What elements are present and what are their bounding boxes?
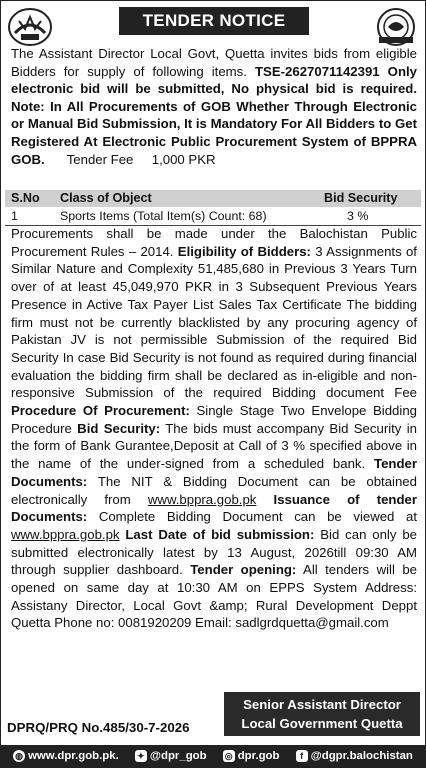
twitter-item[interactable] [135, 750, 207, 762]
tender-documents-text: The NIT & Bidding Document can be obtained electronically from [11, 473, 417, 507]
bppra-link[interactable]: www.bppra.gob.pk [147, 491, 257, 507]
page-title: TENDER NOTICE [119, 7, 309, 35]
table-row [5, 208, 421, 226]
website-text: www.dpr.gob.pk. [28, 750, 119, 762]
signature-office: Local Government Quetta [241, 716, 403, 731]
rules-text: Procurements shall be made under the Balochistan Public Procurement Rules – 2014. [11, 226, 417, 259]
globe-icon: ◍ [13, 750, 25, 762]
government-emblem-icon [7, 7, 53, 47]
bid-security-heading: Bid Security: [77, 420, 161, 436]
instagram-icon: ◎ [223, 750, 235, 762]
signature-box [224, 692, 420, 736]
cell-object: Sports Items (Total Item(s) Count: 68) [60, 209, 267, 223]
intro-paragraph [11, 45, 417, 168]
tse-notice: TSE-2627071142391 Only electronic bid will be submitted, No physical bid is required. Note: In All Procurements of GOB Whether Through Electronic or Manual Bid Submission, It is Mandatory For All Bidders to Get Registered At Electronic Public Procurement System of BPPRA GOB. [11, 63, 417, 167]
col-sno: S.No [11, 191, 40, 205]
table-header [5, 190, 421, 207]
procedure-text: Single Stage Two Envelope Bidding Procedure [11, 403, 417, 436]
tender-fee-label: Tender Fee [66, 151, 134, 167]
twitter-icon: ✦ [135, 750, 147, 762]
facebook-icon: f [296, 750, 308, 762]
eligibility-heading: Eligibility of Bidders: [177, 243, 311, 259]
social-footer [1, 745, 425, 767]
issuance-text: Complete Bidding Document can be viewed at [98, 509, 418, 525]
signature-title: Senior Assistant Director [243, 697, 401, 712]
col-object: Class of Object [60, 191, 152, 205]
eligibility-text: 3 Assignments of Similar Nature and Complexity 51,485,680 in Previous 3 Years Turn over of at least 45,049,970 PKR in 3 Subsequent Previous Years Presence in Active Tax Payer List Sales Tax Certificate The bidding firm must not be currently blacklisted by any procuring agency of Pakistan JV is not permissible Submission of the required Bid Security In case Bid Security is not found as required during financial evaluation the bidding firm shall be declared as in-eligible and non-responsive Submission of the required Bidding document Fee [11, 243, 417, 401]
cell-security: 3 % [347, 209, 369, 223]
instagram-text: dpr.gob [237, 750, 280, 762]
tender-opening-heading: Tender opening: [190, 562, 297, 578]
intro-text: The Assistant Director Local Govt, Quetta invites bids from eligible Bidders for supply of following items. [11, 46, 417, 79]
instagram-item[interactable] [223, 750, 280, 762]
twitter-text: @dpr_gob [149, 750, 207, 762]
issuance-heading: Issuance of tender Documents: [11, 491, 417, 525]
reference-number: DPRQ/PRQ No.485/30-7-2026 [7, 720, 190, 735]
col-security: Bid Security [324, 191, 398, 205]
last-date-heading: Last Date of bid submission: [125, 526, 315, 542]
facebook-text: @dgpr.balochistan [310, 750, 413, 762]
bppra-link-2[interactable]: www.bppra.gob.pk [11, 526, 120, 542]
website-item[interactable] [13, 750, 119, 762]
notice-body [11, 225, 417, 632]
tender-opening-text: All tenders will be opened on same day at 10:30 AM on EPPS System Address: Assistany Director, Local Govt &amp; Rural Development Deppt Quetta Phone no: 0081920209 Email: sadlgrdquetta@gmail.com [11, 562, 417, 631]
facebook-item[interactable] [296, 750, 413, 762]
department-emblem-icon [373, 7, 419, 47]
bid-security-text: The bids must accompany Bid Security in the form of Bank Gurantee,Deposit at Call of 3 % specified above in the name of the under-signed from a scheduled bank. [11, 420, 417, 472]
cell-sno: 1 [11, 209, 18, 223]
procedure-heading: Procedure Of Procurement: [11, 403, 190, 419]
tender-fee-value: 1,000 PKR [151, 151, 216, 167]
tender-documents-heading: Tender Documents: [11, 456, 417, 489]
last-date-text: Bid can only be submitted electronically latest by 13 August, 2026till 09:30 AM through supplier dashboard. [11, 526, 417, 578]
